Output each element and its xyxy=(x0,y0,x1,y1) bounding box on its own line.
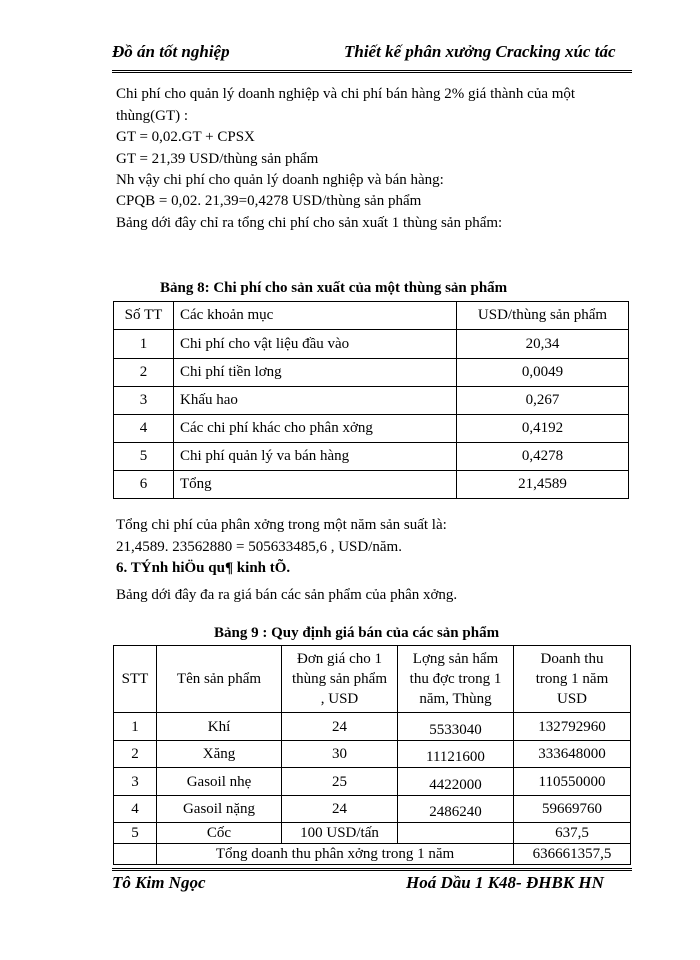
table-cell: Cốc xyxy=(157,823,282,844)
table-cell: 3 xyxy=(114,768,157,796)
header-line: Đơn giá cho 1 xyxy=(297,651,382,667)
table8-header-cell: Các khoản mục xyxy=(174,302,457,330)
header-line: Lợng sản hẩm xyxy=(412,651,499,667)
table-cell: 333648000 xyxy=(514,741,631,768)
header-line: năm, Thùng xyxy=(419,691,492,707)
body-line-4: GT = 21,39 USD/thùng sản phẩm xyxy=(116,151,319,167)
footer-rule xyxy=(112,868,632,871)
header-right: Thiết kế phân xưởng Cracking xúc tác xyxy=(344,42,616,61)
table-cell: 100 USD/tấn xyxy=(282,823,398,844)
body-line-5: Nh vậy chi phí cho quản lý doanh nghiệp và bán hàng: xyxy=(116,172,444,188)
header-line: USD xyxy=(556,691,587,707)
table-cell: 1 xyxy=(114,330,174,359)
table-cell: 637,5 xyxy=(514,823,631,844)
body-line-2: thùng(GT) : xyxy=(116,108,189,124)
table-cell: 24 xyxy=(282,713,398,741)
table-cell: 0,0049 xyxy=(457,359,629,387)
mid-line-1: Tổng chi phí của phân xởng trong một năm sản suất là: xyxy=(116,517,447,533)
table-row xyxy=(114,415,629,443)
table-row xyxy=(114,387,629,415)
table-cell: 1 xyxy=(114,713,157,741)
table-row xyxy=(114,741,631,768)
table-row xyxy=(114,796,631,823)
table-cell: Xăng xyxy=(157,741,282,768)
table8-caption: Bảng 8: Chi phí cho sản xuất của một thùng sản phẩm xyxy=(160,280,508,296)
table9 xyxy=(113,645,631,865)
table-row xyxy=(114,713,631,741)
header-rule xyxy=(112,70,632,73)
body-line-6: CPQB = 0,02. 21,39=0,4278 USD/thùng sản phẩm xyxy=(116,193,422,209)
table-row xyxy=(114,823,631,844)
table-cell: 11121600 xyxy=(398,741,514,768)
table8-header-cell: USD/thùng sản phẩm xyxy=(457,302,629,330)
footer-right: Hoá Dầu 1 K48- ĐHBK HN xyxy=(406,873,604,892)
table-cell xyxy=(398,823,514,844)
table8-header-row xyxy=(114,302,629,330)
header-line: , USD xyxy=(320,691,359,707)
body-line-3: GT = 0,02.GT + CPSX xyxy=(116,129,255,145)
table-cell: 4422000 xyxy=(398,768,514,796)
table-cell: 110550000 xyxy=(514,768,631,796)
table-cell: 0,4192 xyxy=(457,415,629,443)
table-cell: 5 xyxy=(114,443,174,471)
table9-header-cell xyxy=(514,646,631,713)
table-cell: Chi phí tiền lơng xyxy=(174,359,457,387)
table-cell: 6 xyxy=(114,471,174,499)
body-line-1: Chi phí cho quản lý doanh nghiệp và chi phí bán hàng 2% giá thành của một xyxy=(116,86,576,102)
table-cell: 5 xyxy=(114,823,157,844)
table-cell: 0,267 xyxy=(457,387,629,415)
table9-caption: Bảng 9 : Quy định giá bán của các sản phẩm xyxy=(214,625,500,641)
table9-header-row xyxy=(114,646,631,713)
table-cell: 2 xyxy=(114,741,157,768)
table-cell: 0,4278 xyxy=(457,443,629,471)
body-line-7: Bảng dới đây chỉ ra tổng chi phí cho sản xuất 1 thùng sản phẩm: xyxy=(116,215,503,231)
table9-header-cell xyxy=(398,646,514,713)
header-left: Đồ án tốt nghiệp xyxy=(112,42,230,61)
table-cell: 24 xyxy=(282,796,398,823)
table9-header-cell: Tên sản phẩm xyxy=(157,646,282,713)
table8-header-cell: Số TT xyxy=(114,302,174,330)
table-row xyxy=(114,443,629,471)
table-cell: Gasoil nhẹ xyxy=(157,768,282,796)
table-cell: 30 xyxy=(282,741,398,768)
table-cell: 59669760 xyxy=(514,796,631,823)
table-row xyxy=(114,471,629,499)
table9-header-cell xyxy=(282,646,398,713)
table-cell: 25 xyxy=(282,768,398,796)
table-cell: Khấu hao xyxy=(174,387,457,415)
table8 xyxy=(113,301,629,499)
table-cell: Chi phí cho vật liệu đầu vào xyxy=(174,330,457,359)
header-line: thu đợc trong 1 xyxy=(409,671,502,687)
table-cell: Khí xyxy=(157,713,282,741)
table-cell: 4 xyxy=(114,796,157,823)
section-heading: 6. TÝnh hiÖu qu¶ kinh tÕ. xyxy=(116,560,291,576)
table-cell: Các chi phí khác cho phân xởng xyxy=(174,415,457,443)
header-line: Doanh thu xyxy=(540,651,604,667)
mid-line-2: 21,4589. 23562880 = 505633485,6 , USD/năm. xyxy=(116,539,402,555)
total-label: Tổng doanh thu phân xởng trong 1 năm xyxy=(157,844,514,865)
table-cell: 5533040 xyxy=(398,713,514,741)
table-cell: 21,4589 xyxy=(457,471,629,499)
table-row xyxy=(114,768,631,796)
table-cell: Gasoil nặng xyxy=(157,796,282,823)
table-cell: 2 xyxy=(114,359,174,387)
table-row xyxy=(114,359,629,387)
table-row xyxy=(114,330,629,359)
header-line: trong 1 năm xyxy=(535,671,609,687)
table-cell: 132792960 xyxy=(514,713,631,741)
table9-total-row xyxy=(114,844,631,865)
mid-line-3: Bảng dới đây đa ra giá bán các sản phẩm của phân xởng. xyxy=(116,587,458,603)
table-cell: 4 xyxy=(114,415,174,443)
table-cell: Chi phí quản lý va bán hàng xyxy=(174,443,457,471)
table-cell: Tổng xyxy=(174,471,457,499)
total-value: 636661357,5 xyxy=(514,844,631,865)
table-cell: 2486240 xyxy=(398,796,514,823)
footer-left: Tô Kim Ngọc xyxy=(112,873,206,892)
table-cell: 3 xyxy=(114,387,174,415)
header-line: thùng sản phẩm xyxy=(292,671,387,687)
table9-header-cell: STT xyxy=(114,646,157,713)
table-cell: 20,34 xyxy=(457,330,629,359)
table-cell xyxy=(114,844,157,865)
